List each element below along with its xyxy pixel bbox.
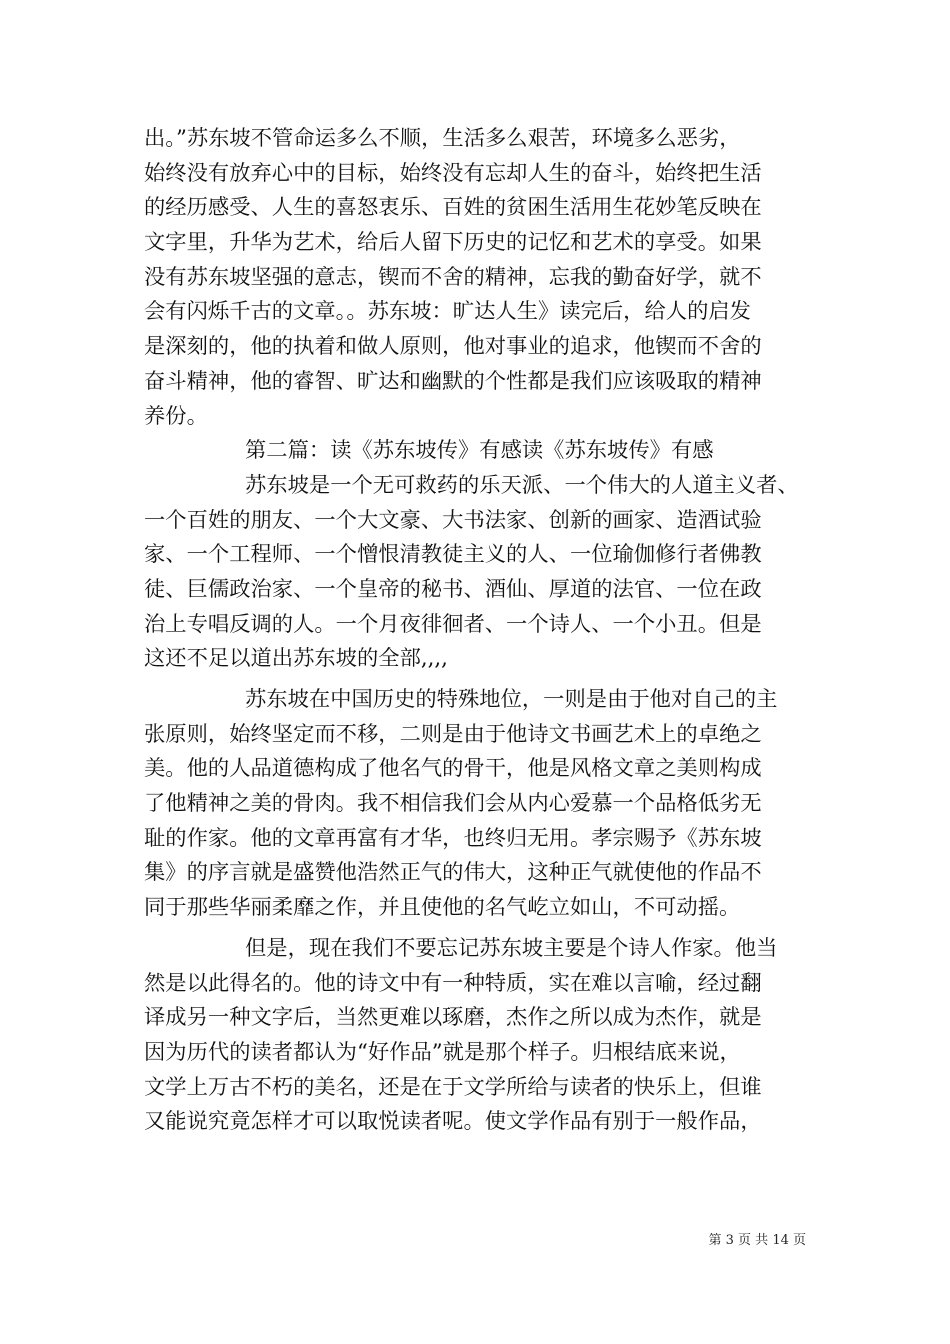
text-line: 会有闪烁千古的文章。。苏东坡：旷达人生》读完后，给人的启发: [144, 299, 751, 325]
text-line: 奋斗精神，他的睿智、旷达和幽默的个性都是我们应该吸取的精神: [144, 368, 762, 394]
text-line: 耻的作家。他的文章再富有才华，也终归无用。孝宗赐予《苏东坡: [144, 825, 762, 851]
text-line: 的经历感受、人生的喜怒衷乐、百姓的贫困生活用生花妙笔反映在: [144, 195, 762, 221]
text-line: 又能说究竟怎样才可以取悦读者呢。使文学作品有别于一般作品，: [144, 1109, 762, 1135]
text-line: 苏东坡在中国历史的特殊地位，一则是由于他对自己的主: [245, 687, 778, 712]
text-line: 治上专唱反调的人。一个月夜徘徊者、一个诗人、一个小丑。但是: [144, 611, 762, 637]
text-line: 了他精神之美的骨肉。我不相信我们会从内心爱慕一个品格低劣无: [144, 791, 762, 817]
text-line: 这还不足以道出苏东坡的全部,,,,: [144, 646, 448, 672]
text-line: 养份。: [144, 403, 208, 429]
text-line: 译成另一种文字后，当然更难以琢磨，杰作之所以成为杰作，就是: [144, 1005, 762, 1031]
text-line: 始终没有放弃心中的目标，始终没有忘却人生的奋斗，始终把生活: [144, 160, 762, 186]
text-line: 是深刻的，他的执着和做人原则，他对事业的追求，他锲而不舍的: [144, 334, 762, 360]
text-line: 苏东坡是一个无可救药的乐天派、一个伟大的人道主义者、: [245, 472, 799, 498]
paragraph-2: [144, 469, 820, 677]
paragraph-4: [144, 932, 820, 1140]
text-line: 文学上万古不朽的美名，还是在于文学所给与读者的快乐上，但谁: [144, 1074, 762, 1100]
text-line: 出。”苏东坡不管命运多么不顺，生活多么艰苦，环境多么恶劣，: [144, 126, 741, 151]
text-line: 然是以此得名的。他的诗文中有一种特质，实在难以言喻，经过翻: [144, 970, 762, 996]
page-number-footer: 第 3 页 共 14 页: [708, 1233, 806, 1248]
text-line: 但是，现在我们不要忘记苏东坡主要是个诗人作家。他当: [245, 935, 778, 961]
text-line: 同于那些华丽柔靡之作，并且使他的名气屹立如山，不可动摇。: [144, 895, 741, 921]
text-line: 集》的序言就是盛赞他浩然正气的伟大，这种正气就使他的作品不: [144, 860, 762, 886]
text-line: 因为历代的读者都认为“好作品”就是那个样子。归根结底来说，: [144, 1039, 741, 1065]
text-line: 没有苏东坡坚强的意志，锲而不舍的精神，忘我的勤奋好学，就不: [144, 264, 762, 290]
paragraph-3: [144, 683, 820, 926]
text-line: 徒、巨儒政治家、一个皇帝的秘书、酒仙、厚道的法官、一位在政: [144, 576, 762, 602]
text-line: 文字里，升华为艺术，给后人留下历史的记忆和艺术的享受。如果: [144, 230, 762, 256]
paragraph-1: [144, 122, 820, 434]
text-line: 美。他的人品道德构成了他名气的骨干，他是风格文章之美则构成: [144, 756, 762, 782]
document-body: [144, 122, 820, 1140]
section-heading: 第二篇：读《苏东坡传》有感读《苏东坡传》有感: [245, 438, 714, 464]
text-line: 一个百姓的朋友、一个大文豪、大书法家、创新的画家、造酒试验: [144, 507, 762, 533]
text-line: 张原则，始终坚定而不移，二则是由于他诗文书画艺术上的卓绝之: [144, 721, 762, 747]
text-line: 家、一个工程师、一个憎恨清教徒主义的人、一位瑜伽修行者佛教: [144, 542, 762, 568]
